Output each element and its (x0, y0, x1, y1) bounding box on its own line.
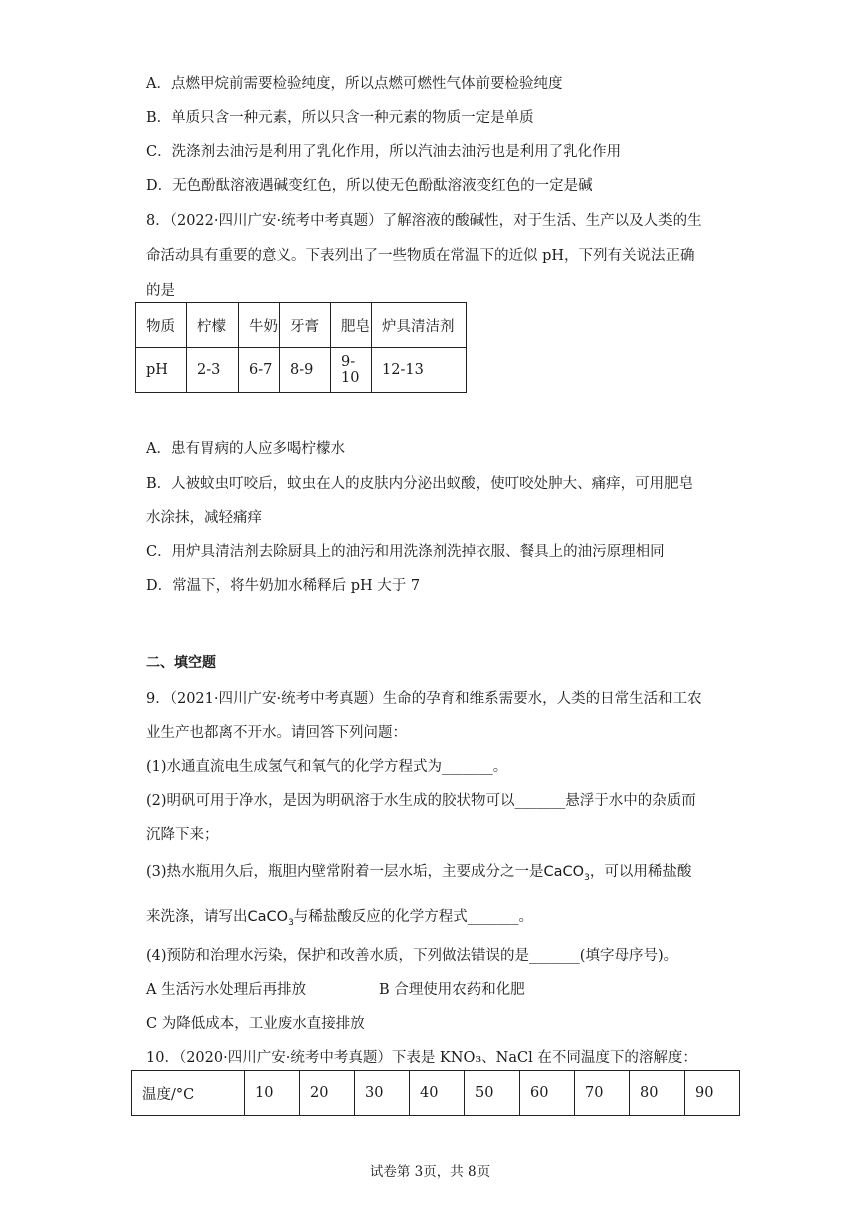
q9-option-c: C 为降低成本，工业废水直接排放 (146, 1016, 365, 1032)
table-cell: 10 (245, 1071, 300, 1116)
table-cell: 牙膏 (280, 303, 331, 348)
formula-subscript: 3 (288, 917, 294, 928)
formula-main: CaCO (247, 909, 289, 925)
table-cell: 30 (355, 1071, 410, 1116)
table-cell: 60 (520, 1071, 575, 1116)
table-cell: pH (136, 348, 187, 393)
q9-part-4: (4)预防和治理水污染，保护和改善水质，下列做法错误的是_______(填字母序号)。 (146, 948, 679, 964)
table-cell: 2-3 (187, 348, 239, 393)
q9-stem-line-1: 9．（2021·四川广安·统考中考真题）生命的孕育和维系需要水，人类的日常生活和工农 (146, 691, 702, 707)
table-cell: 物质 (136, 303, 187, 348)
q9-part-3-line-2 (146, 905, 533, 928)
q9-option-a: A 生活污水处理后再排放 (146, 982, 307, 998)
q8-option-c: C．用炉具清洁剂去除厨具上的油污和用洗涤剂洗掉衣服、餐具上的油污原理相同 (146, 544, 665, 560)
table-cell: 70 (575, 1071, 630, 1116)
q9-option-b: B 合理使用农药和化肥 (379, 982, 525, 998)
q8-stem-line-2: 命活动具有重要的意义。下表列出了一些物质在常温下的近似 pH，下列有关说法正确 (146, 248, 695, 264)
q10-stem: 10．（2020·四川广安·统考中考真题）下表是 KNO₃、NaCl 在不同温度下的溶解度： (146, 1050, 697, 1066)
q8-option-b-cont: 水涂抹，减轻痛痒 (146, 510, 262, 526)
formula-main: CaCO (543, 864, 585, 880)
q8-stem-line-3: 的是 (146, 283, 175, 299)
table-cell: 9-10 (331, 348, 372, 393)
table-cell: 80 (630, 1071, 685, 1116)
formula-subscript: 3 (584, 872, 590, 883)
solubility-table (131, 1070, 740, 1116)
table-row (136, 303, 467, 348)
table-cell: 肥皂 (331, 303, 372, 348)
text-segment: ，可以用稀盐酸 (589, 864, 692, 880)
table-cell: 柠檬 (187, 303, 239, 348)
text-segment: 与稀盐酸反应的化学方程式_______。 (293, 909, 534, 925)
q7-option-a: A．点燃甲烷前需要检验纯度，所以点燃可燃性气体前要检验纯度 (146, 76, 563, 92)
q9-part-2: (2)明矾可用于净水，是因为明矾溶于水生成的胶状物可以_______悬浮于水中的杂质而 (146, 793, 696, 809)
ph-table (135, 302, 467, 393)
table-cell: 炉具清洁剂 (372, 303, 467, 348)
text-segment: (3)热水瓶用久后，瓶胆内壁常附着一层水垢，主要成分之一是 (146, 864, 544, 880)
q9-part-3-line-1 (146, 860, 691, 883)
section-title: 二、填空题 (146, 655, 216, 671)
table-cell: 8-9 (280, 348, 331, 393)
caco3-formula (247, 909, 294, 928)
q7-option-d: D．无色酚酞溶液遇碱变红色，所以使无色酚酞溶液变红色的一定是碱 (146, 178, 593, 194)
q8-stem-line-1: 8．（2022·四川广安·统考中考真题）了解溶液的酸碱性，对于生活、生产以及人类的生 (146, 213, 702, 229)
q7-option-c: C．洗涤剂去油污是利用了乳化作用，所以汽油去油污也是利用了乳化作用 (146, 144, 622, 160)
q8-option-b: B．人被蚊虫叮咬后，蚊虫在人的皮肤内分泌出蚁酸，使叮咬处肿大、痛痒，可用肥皂 (146, 476, 694, 492)
table-cell: 20 (300, 1071, 355, 1116)
table-cell: 50 (465, 1071, 520, 1116)
text-segment: 来洗涤，请写出 (146, 909, 248, 925)
q9-part-1: (1)水通直流电生成氢气和氧气的化学方程式为_______。 (146, 759, 508, 775)
table-cell: 90 (685, 1071, 740, 1116)
q9-stem-line-2: 业生产也都离不开水。请回答下列问题： (146, 725, 407, 741)
q7-option-b: B．单质只含一种元素，所以只含一种元素的物质一定是单质 (146, 110, 534, 126)
table-cell: 温度/°C (132, 1071, 245, 1116)
table-cell: 40 (410, 1071, 465, 1116)
table-cell: 6-7 (239, 348, 280, 393)
page-footer: 试卷第 3页，共 8页 (369, 1164, 491, 1180)
q9-part-2-cont: 沉降下来； (146, 827, 219, 843)
table-cell: 牛奶 (239, 303, 280, 348)
caco3-formula (543, 864, 590, 883)
table-row (136, 348, 467, 393)
table-cell: 12-13 (372, 348, 467, 393)
q8-option-d: D．常温下，将牛奶加水稀释后 pH 大于 7 (146, 578, 421, 594)
q8-option-a: A．患有胃病的人应多喝柠檬水 (146, 441, 345, 457)
table-row (132, 1071, 740, 1116)
